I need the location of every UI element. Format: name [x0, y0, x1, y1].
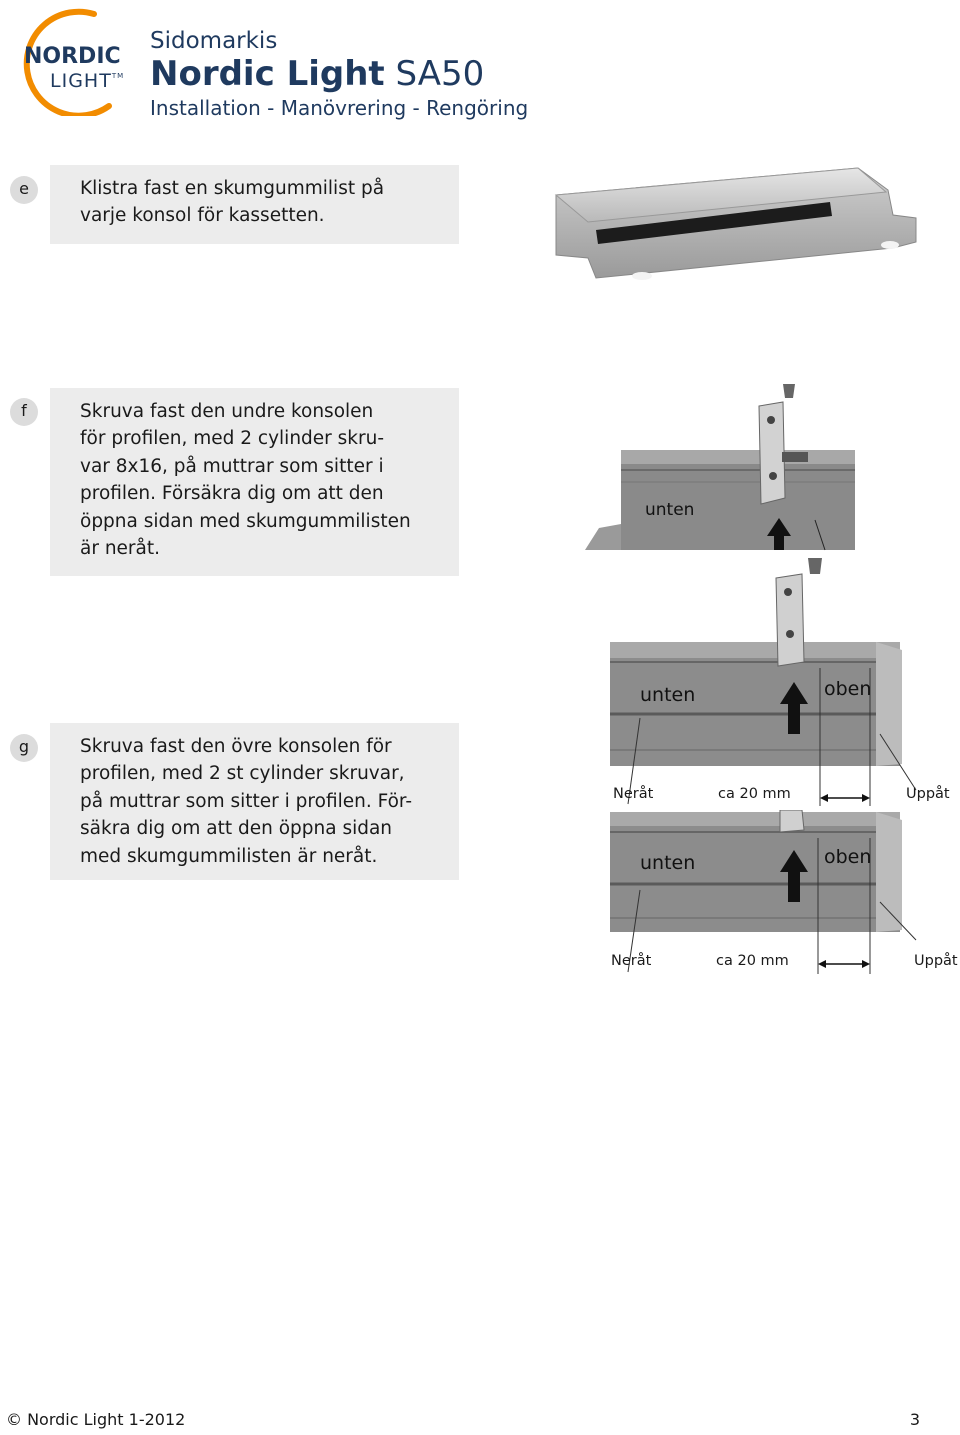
step-f-line: öppna sidan med skumgummilisten	[80, 510, 411, 532]
step-f-line: för profilen, med 2 cylinder skru-	[80, 428, 385, 450]
step-f-box	[50, 388, 459, 576]
step-g-line: Skruva fast den övre konsolen för	[80, 736, 392, 757]
unten-label: unten	[645, 500, 695, 520]
logo-tm: TM	[111, 72, 125, 80]
step-g-box	[50, 723, 459, 880]
step-g-line: på muttrar som sitter i profilen. För-	[80, 790, 412, 812]
title-brand: Nordic Light	[150, 54, 385, 94]
neratt-label: Neråt	[613, 786, 654, 802]
step-f-line: Skruva fast den undre konsolen	[80, 401, 374, 422]
page-number: 3	[909, 1410, 920, 1429]
unten-label: unten	[640, 684, 696, 706]
distance-label: ca 20 mm	[718, 786, 791, 802]
step-f-line: profilen. Försäkra dig om att den	[80, 483, 384, 505]
logo-line2: LIGHT™	[50, 70, 125, 92]
uppatt-label: Uppåt	[914, 953, 958, 969]
logo-line1: NORDIC	[24, 44, 121, 69]
nordic-light-logo	[4, 6, 144, 116]
document-subtitle: Sidomarkis	[150, 28, 278, 54]
step-f-line: är neråt.	[80, 538, 161, 560]
step-letter-g: g	[10, 734, 38, 762]
distance-label: ca 20 mm	[716, 953, 789, 969]
step-g-line: profilen, med 2 st cylinder skruvar,	[80, 763, 405, 785]
neratt-label: Neråt	[611, 953, 652, 969]
step-e-line: varje konsol för kassetten.	[80, 205, 325, 227]
oben-label: oben	[824, 678, 872, 700]
uppatt-label: Uppåt	[906, 786, 950, 802]
bracket-foam-figure	[548, 160, 920, 290]
lower-bracket-figure	[585, 378, 855, 552]
step-letter-e: e	[10, 176, 38, 204]
title-model: SA50	[395, 54, 485, 94]
upper-bracket-figure-1	[580, 558, 958, 810]
document-tagline: Installation - Manövrering - Rengöring	[150, 96, 529, 120]
step-e-box	[50, 165, 459, 244]
step-e-line: Klistra fast en skumgummilist på	[80, 178, 385, 199]
document-title	[150, 54, 484, 94]
step-g-line: säkra dig om att den öppna sidan	[80, 818, 393, 840]
oben-label: oben	[824, 846, 872, 868]
step-f-line: var 8x16, på muttrar som sitter i	[80, 455, 384, 477]
footer-copyright: © Nordic Light 1-2012	[6, 1410, 186, 1429]
step-letter-f: f	[10, 398, 38, 426]
step-g-line: med skumgummilisten är neråt.	[80, 845, 378, 867]
upper-bracket-figure-2	[580, 810, 960, 978]
unten-label: unten	[640, 852, 696, 874]
